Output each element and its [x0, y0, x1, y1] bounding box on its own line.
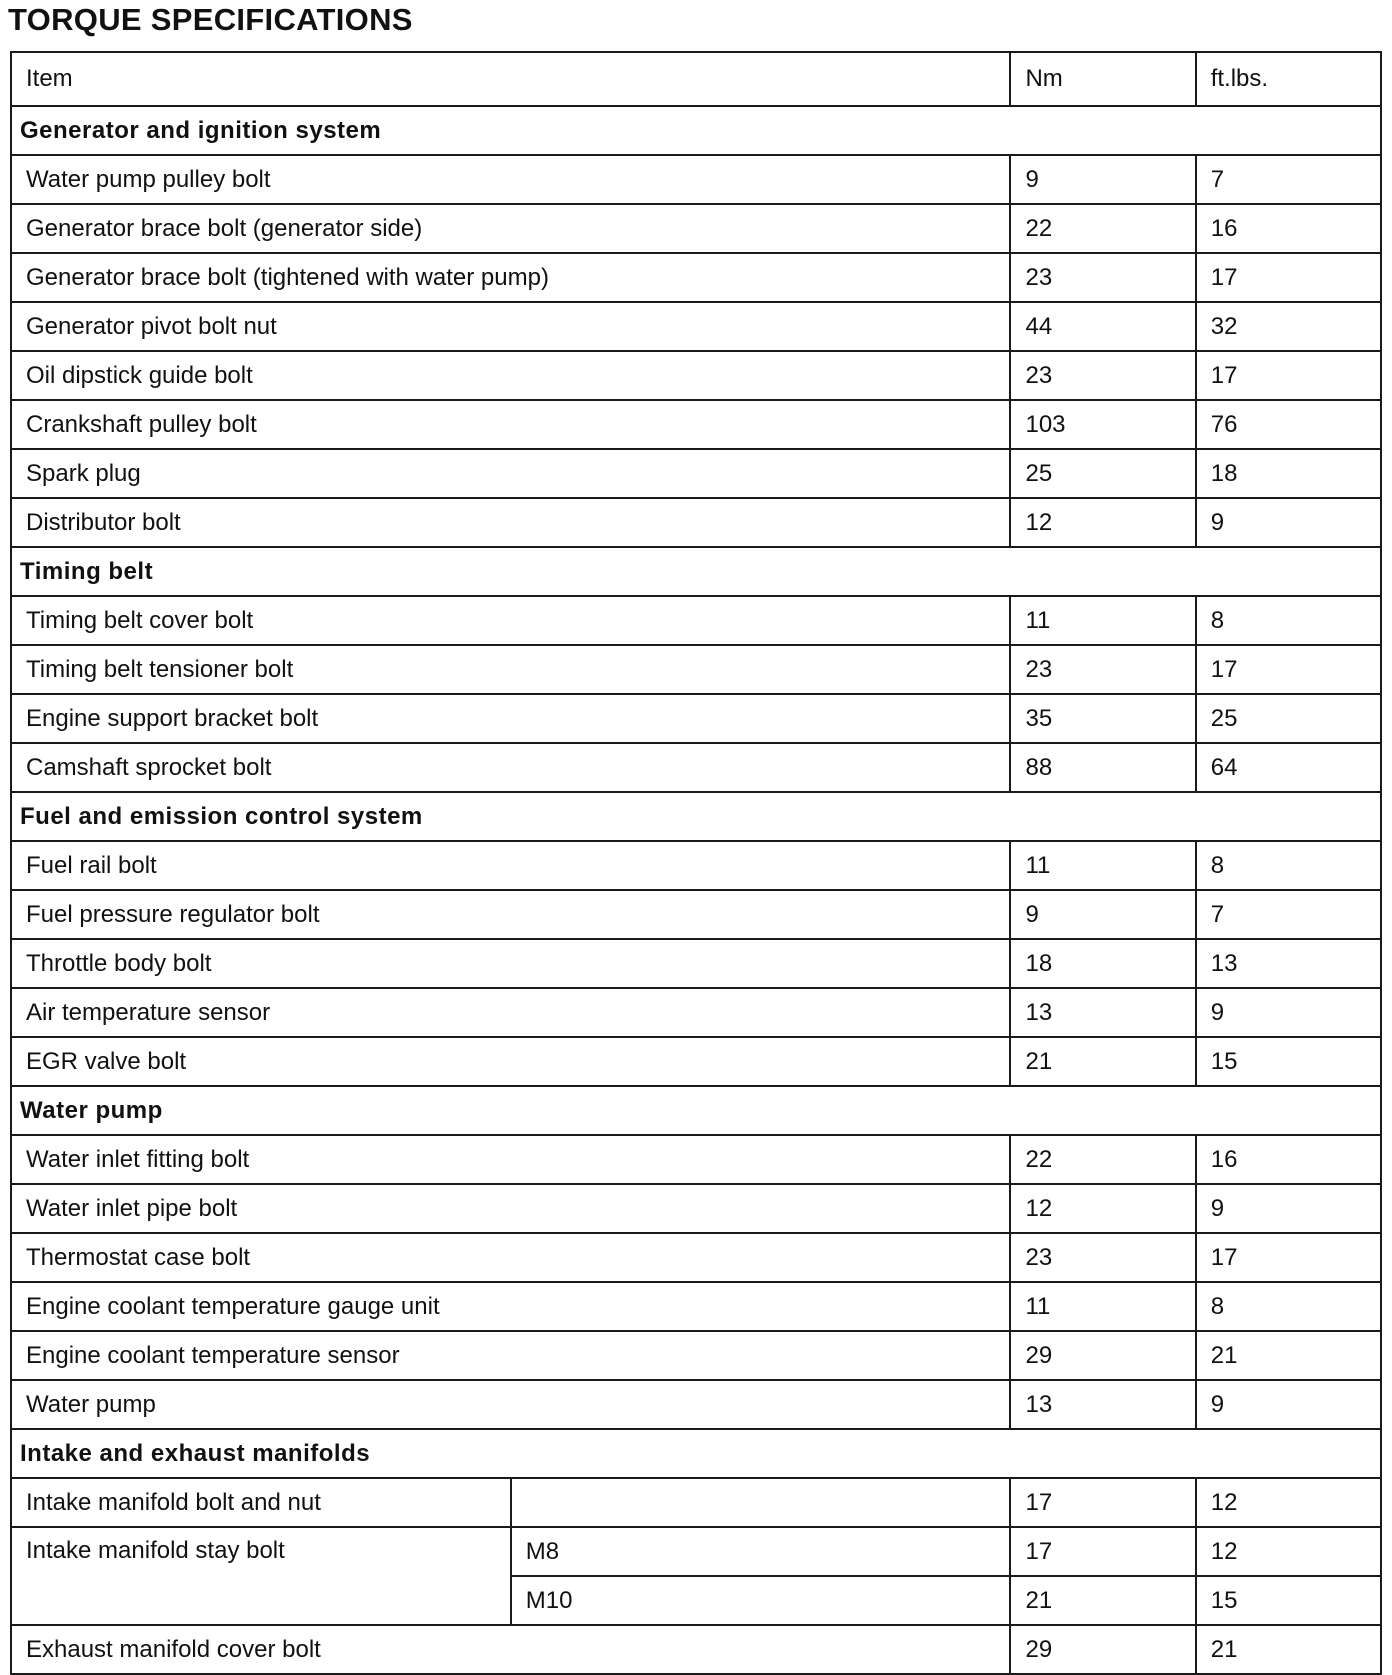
table-row: [11, 204, 1381, 253]
item-cell: Crankshaft pulley bolt: [11, 400, 1010, 449]
ftlbs-value: 9: [1196, 498, 1381, 547]
item-cell: Oil dipstick guide bolt: [11, 351, 1010, 400]
table-row: [11, 1233, 1381, 1282]
nm-value: 44: [1010, 302, 1195, 351]
section-title: Fuel and emission control system: [11, 792, 1381, 841]
item-cell: Generator brace bolt (tightened with water pump): [11, 253, 1010, 302]
item-cell: Fuel pressure regulator bolt: [11, 890, 1010, 939]
table-row: [11, 351, 1381, 400]
nm-value: 35: [1010, 694, 1195, 743]
section-title: Timing belt: [11, 547, 1381, 596]
ftlbs-value: 18: [1196, 449, 1381, 498]
nm-value: 21: [1010, 1576, 1195, 1625]
table-row: [11, 1527, 1381, 1576]
ftlbs-value: 16: [1196, 1135, 1381, 1184]
nm-value: 11: [1010, 596, 1195, 645]
table-row: [11, 1037, 1381, 1086]
nm-value: 29: [1010, 1625, 1195, 1674]
table-header-row: [11, 52, 1381, 106]
ftlbs-value: 64: [1196, 743, 1381, 792]
table-row: [11, 1331, 1381, 1380]
ftlbs-value: 21: [1196, 1625, 1381, 1674]
nm-value: 23: [1010, 253, 1195, 302]
section-row: [11, 106, 1381, 155]
ftlbs-value: 17: [1196, 1233, 1381, 1282]
section-row: [11, 1086, 1381, 1135]
ftlbs-value: 17: [1196, 351, 1381, 400]
item-cell: Generator pivot bolt nut: [11, 302, 1010, 351]
ftlbs-value: 15: [1196, 1037, 1381, 1086]
ftlbs-value: 9: [1196, 1184, 1381, 1233]
item-cell: Engine coolant temperature sensor: [11, 1331, 1010, 1380]
ftlbs-value: 7: [1196, 890, 1381, 939]
item-cell: Thermostat case bolt: [11, 1233, 1010, 1282]
item-cell: Water pump pulley bolt: [11, 155, 1010, 204]
ftlbs-value: 17: [1196, 645, 1381, 694]
table-row: [11, 988, 1381, 1037]
table-row: [11, 939, 1381, 988]
nm-value: 23: [1010, 1233, 1195, 1282]
section-title: Intake and exhaust manifolds: [11, 1429, 1381, 1478]
table-row: [11, 449, 1381, 498]
table-row: [11, 841, 1381, 890]
ftlbs-value: 32: [1196, 302, 1381, 351]
ftlbs-value: 25: [1196, 694, 1381, 743]
ftlbs-value: 8: [1196, 596, 1381, 645]
ftlbs-value: 16: [1196, 204, 1381, 253]
column-header-item: Item: [11, 52, 1010, 106]
table-row: [11, 890, 1381, 939]
item-cell: Exhaust manifold cover bolt: [11, 1625, 1010, 1674]
column-header-nm: Nm: [1010, 52, 1195, 106]
nm-value: 11: [1010, 841, 1195, 890]
table-row: [11, 645, 1381, 694]
section-title: Water pump: [11, 1086, 1381, 1135]
nm-value: 22: [1010, 1135, 1195, 1184]
nm-value: 12: [1010, 1184, 1195, 1233]
nm-value: 17: [1010, 1478, 1195, 1527]
table-row: [11, 596, 1381, 645]
item-cell: Fuel rail bolt: [11, 841, 1010, 890]
ftlbs-value: 9: [1196, 988, 1381, 1037]
nm-value: 12: [1010, 498, 1195, 547]
ftlbs-value: 12: [1196, 1478, 1381, 1527]
item-cell: Water inlet pipe bolt: [11, 1184, 1010, 1233]
ftlbs-value: 17: [1196, 253, 1381, 302]
section-row: [11, 547, 1381, 596]
item-cell: Spark plug: [11, 449, 1010, 498]
item-cell: Intake manifold bolt and nut: [11, 1478, 511, 1527]
section-row: [11, 1429, 1381, 1478]
nm-value: 13: [1010, 988, 1195, 1037]
nm-value: 11: [1010, 1282, 1195, 1331]
nm-value: 17: [1010, 1527, 1195, 1576]
ftlbs-value: 13: [1196, 939, 1381, 988]
size-cell: [511, 1478, 1011, 1527]
ftlbs-value: 7: [1196, 155, 1381, 204]
column-header-ftlbs: ft.lbs.: [1196, 52, 1381, 106]
ftlbs-value: 12: [1196, 1527, 1381, 1576]
size-cell: M10: [511, 1576, 1011, 1625]
item-cell: Timing belt cover bolt: [11, 596, 1010, 645]
nm-value: 23: [1010, 645, 1195, 694]
item-cell: Camshaft sprocket bolt: [11, 743, 1010, 792]
nm-value: 9: [1010, 890, 1195, 939]
nm-value: 21: [1010, 1037, 1195, 1086]
table-row: [11, 400, 1381, 449]
table-row: [11, 155, 1381, 204]
page-title: TORQUE SPECIFICATIONS: [8, 2, 413, 37]
nm-value: 13: [1010, 1380, 1195, 1429]
nm-value: 29: [1010, 1331, 1195, 1380]
torque-specifications-table: [10, 51, 1382, 1675]
table-row: [11, 1478, 1381, 1527]
item-cell: Engine support bracket bolt: [11, 694, 1010, 743]
table-row: [11, 302, 1381, 351]
nm-value: 88: [1010, 743, 1195, 792]
nm-value: 9: [1010, 155, 1195, 204]
ftlbs-value: 15: [1196, 1576, 1381, 1625]
ftlbs-value: 8: [1196, 1282, 1381, 1331]
table-row: [11, 1184, 1381, 1233]
table-row: [11, 743, 1381, 792]
item-cell: Engine coolant temperature gauge unit: [11, 1282, 1010, 1331]
item-cell: Distributor bolt: [11, 498, 1010, 547]
table-row: [11, 1625, 1381, 1674]
table-row: [11, 1380, 1381, 1429]
item-cell: Air temperature sensor: [11, 988, 1010, 1037]
nm-value: 25: [1010, 449, 1195, 498]
item-cell: Intake manifold stay bolt: [11, 1527, 511, 1625]
ftlbs-value: 21: [1196, 1331, 1381, 1380]
table-row: [11, 498, 1381, 547]
size-cell: M8: [511, 1527, 1011, 1576]
table-row: [11, 253, 1381, 302]
item-cell: Water inlet fitting bolt: [11, 1135, 1010, 1184]
table-row: [11, 1282, 1381, 1331]
nm-value: 18: [1010, 939, 1195, 988]
item-cell: Water pump: [11, 1380, 1010, 1429]
item-cell: Generator brace bolt (generator side): [11, 204, 1010, 253]
item-cell: EGR valve bolt: [11, 1037, 1010, 1086]
section-title: Generator and ignition system: [11, 106, 1381, 155]
nm-value: 23: [1010, 351, 1195, 400]
item-cell: Throttle body bolt: [11, 939, 1010, 988]
nm-value: 103: [1010, 400, 1195, 449]
nm-value: 22: [1010, 204, 1195, 253]
section-row: [11, 792, 1381, 841]
ftlbs-value: 76: [1196, 400, 1381, 449]
table-row: [11, 694, 1381, 743]
ftlbs-value: 9: [1196, 1380, 1381, 1429]
ftlbs-value: 8: [1196, 841, 1381, 890]
item-cell: Timing belt tensioner bolt: [11, 645, 1010, 694]
table-row: [11, 1135, 1381, 1184]
